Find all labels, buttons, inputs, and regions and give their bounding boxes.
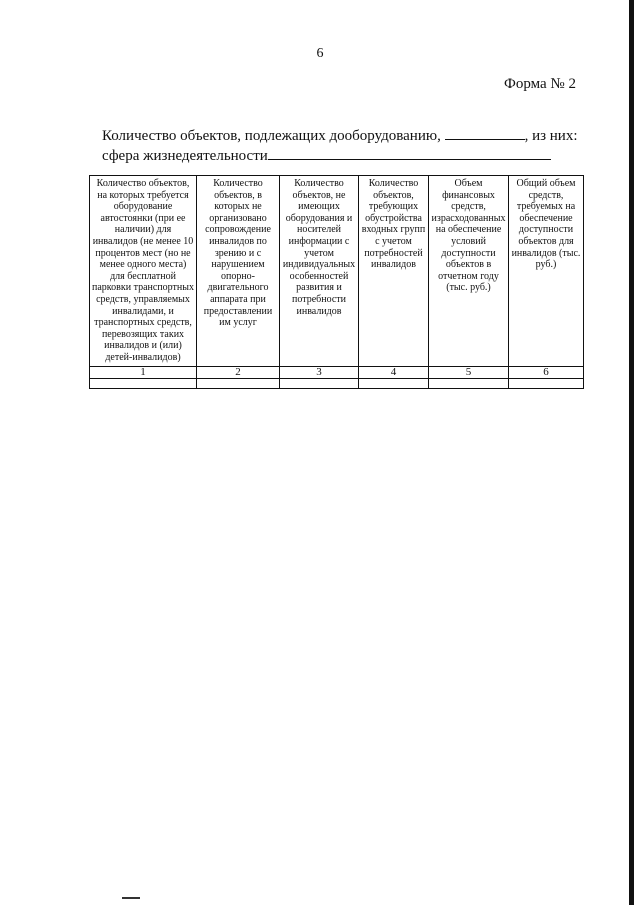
header-cell-escort: Количество объектов, в которых не организовано сопровождение инвалидов по зрению и с нарушением опорно-двигательного аппарата при предоставлении им услуг [197,176,280,367]
table-header-row [90,176,584,367]
table-empty-row [90,378,584,388]
column-number: 4 [359,366,429,378]
empty-cell [429,378,509,388]
empty-cell [90,378,197,388]
scan-edge-shadow [629,0,634,905]
column-number: 5 [429,366,509,378]
empty-cell [509,378,584,388]
column-number: 1 [90,366,197,378]
column-number: 6 [509,366,584,378]
header-cell-info-equipment: Количество объектов, не имеющих оборудования и носителей информации с учетом индивидуальных особенностей развития и потребности инвалидов [280,176,359,367]
heading-line-2-text: сфера жизнедеятельности [102,148,268,164]
page-number: 6 [316,46,324,61]
heading-line-1-suffix: , из них: [524,128,578,144]
header-cell-entrance-groups: Количество объектов, требующих обустройства входных групп с учетом потребностей инвалидов [359,176,429,367]
table-number-row [90,366,584,378]
empty-cell [359,378,429,388]
heading-line-1-text: Количество объектов, подлежащих дооборудованию, [102,128,441,144]
scan-mark [122,897,140,899]
form-heading [102,126,578,166]
heading-line-1 [102,126,578,146]
header-cell-parking: Количество объектов, на которых требуется оборудование автостоянки (при ее наличии) для инвалидов (не менее 10 процентов мест (но не менее одного места) для бесплатной парковки транспортных средств, управляемых инвалидами, и транспортных средств, перевозящих таких инвалидов и (или) детей-инвалидов) [90,176,197,367]
objects-table [89,175,584,389]
empty-cell [197,378,280,388]
header-cell-spent-funds: Объем финансовых средств, израсходованных на обеспечение условий доступности объектов в отчетном году (тыс. руб.) [429,176,509,367]
heading-line-2 [102,146,578,166]
objects-count-blank [445,126,525,140]
empty-cell [280,378,359,388]
form-label: Форма № 2 [504,76,576,92]
column-number: 3 [280,366,359,378]
header-cell-required-funds: Общий объем средств, требуемых на обеспечение доступности объектов для инвалидов (тыс. руб.) [509,176,584,367]
sphere-blank [268,146,551,160]
column-number: 2 [197,366,280,378]
